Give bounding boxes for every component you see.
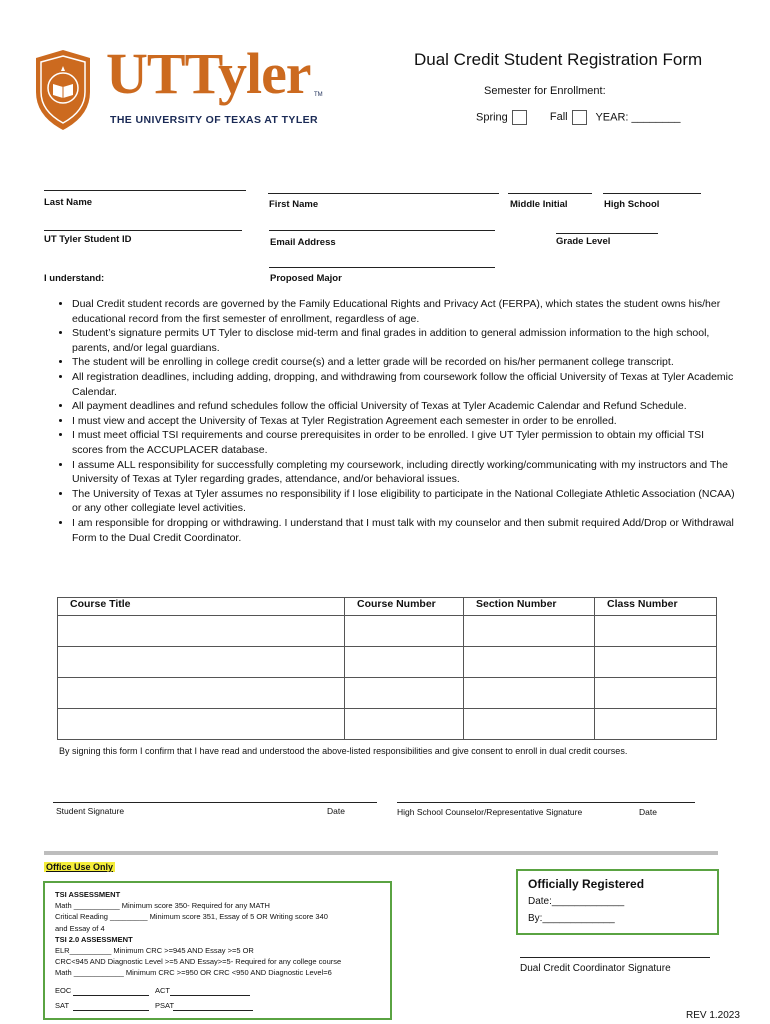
fall-label: Fall — [549, 111, 568, 124]
list-item: • I must view and accept the University of Texas at Tyler Registration Agreement each semester in order to be enrolled. — [72, 414, 736, 429]
list-item: • The student will be enrolling in college credit course(s) and a letter grade will be recorded on his/her permanent college transcript. — [72, 355, 736, 370]
office-use-label: Office Use Only — [46, 862, 114, 872]
middle-initial-line[interactable] — [508, 193, 592, 194]
tsi-math-line[interactable]: Math ___________ Minimum score 350- Required for any MATH — [55, 901, 270, 911]
list-item: • The University of Texas at Tyler assumes no responsibility if I lose eligibility to participate in the National Collegiate Athletic Association (NCAA) or any other collegiate level activities. — [72, 487, 736, 516]
understand-label: I understand: — [44, 273, 105, 284]
student-id-label: UT Tyler Student ID — [44, 234, 132, 245]
list-item: • Dual Credit student records are governed by the Family Educational Rights and Privacy Act (FERPA), which states the student owns his/her educational record from the first semester of enrollment, regardless of age. — [72, 297, 736, 326]
email-line[interactable] — [269, 230, 495, 231]
list-item: • I assume ALL responsibility for successfully completing my coursework, including directly working/communicating with my instructors and The University of Texas at Tyler regarding grades, attendance, and/or behavioral issues. — [72, 458, 736, 487]
counselor-signature-line[interactable] — [397, 802, 695, 803]
tsi-essay-line: and Essay of 4 — [55, 923, 105, 933]
semester-label: Semester for Enrollment: — [484, 85, 606, 97]
col-course-title: Course Title — [58, 598, 345, 616]
col-section-number: Section Number — [464, 598, 595, 616]
counselor-date-label: Date — [639, 807, 657, 817]
officially-registered-box — [516, 869, 719, 935]
last-name-line[interactable] — [44, 190, 246, 191]
spring-checkbox[interactable] — [512, 110, 527, 125]
grade-level-label: Grade Level — [556, 236, 611, 247]
high-school-line[interactable] — [603, 193, 701, 194]
eoc-label: EOC — [55, 985, 72, 995]
registered-date[interactable]: Date:_____________ — [528, 896, 625, 907]
act-label: ACT — [155, 985, 170, 995]
tsi2-title: TSI 2.0 ASSESSMENT — [55, 934, 133, 944]
high-school-label: High School — [604, 199, 660, 210]
sat-label: SAT — [55, 1000, 70, 1010]
list-item: • All payment deadlines and refund schedules follow the official University of Texas at Tyler Academic Calendar and Refund Schedule. — [72, 399, 736, 414]
list-item: • Student’s signature permits UT Tyler to disclose mid-term and final grades in addition to general admission information to the high school, parents, and/or legal guardians. — [72, 326, 736, 355]
table-row — [58, 616, 717, 647]
coordinator-signature-label: Dual Credit Coordinator Signature — [520, 963, 671, 974]
list-item: • All registration deadlines, including adding, dropping, and withdrawing from coursework follow the official University of Texas at Tyler Academic Calendar. — [72, 370, 736, 399]
middle-initial-label: Middle Initial — [510, 199, 568, 210]
logo-subtitle: THE UNIVERSITY OF TEXAS AT TYLER — [110, 114, 319, 126]
first-name-line[interactable] — [268, 193, 499, 194]
act-line[interactable] — [170, 995, 250, 996]
last-name-label: Last Name — [44, 197, 93, 208]
tsi2-crc-line: CRC<945 AND Diagnostic Level >=5 AND Essay>=5- Required for any college course — [55, 957, 342, 967]
coordinator-signature-line[interactable] — [520, 957, 710, 958]
student-signature-line[interactable] — [53, 802, 377, 803]
eoc-line[interactable] — [73, 995, 149, 996]
revision-label: REV 1.2023 — [686, 1010, 740, 1021]
list-item: • I am responsible for dropping or withdrawing. I understand that I must talk with my counselor and then submit required Add/Drop or Withdrawal Form to the Dual Credit Coordinator. — [72, 516, 736, 545]
registered-by[interactable]: By:_____________ — [528, 913, 615, 924]
consent-statement: By signing this form I confirm that I have read and understood the above-listed responsibilities and give consent to enroll in dual credit courses. — [59, 746, 628, 756]
responsibilities-list — [58, 297, 736, 545]
proposed-major-label: Proposed Major — [270, 273, 342, 284]
table-row — [58, 678, 717, 709]
sat-line[interactable] — [73, 1010, 149, 1011]
col-course-number: Course Number — [345, 598, 464, 616]
tsi2-elr-line[interactable]: ELR__________ Minimum CRC >=945 AND Essay >=5 OR — [55, 946, 254, 956]
table-row — [58, 647, 717, 678]
tsi-title: TSI ASSESSMENT — [55, 890, 121, 899]
table-row — [58, 709, 717, 740]
psat-label: PSAT — [155, 1000, 175, 1010]
col-class-number: Class Number — [595, 598, 717, 616]
fall-checkbox[interactable] — [572, 110, 587, 125]
divider — [44, 851, 718, 855]
list-item: • I must meet official TSI requirements and course prerequisites in order to be enrolled. I give UT Tyler permission to obtain my official TSI scores from the ACCUPLACER database. — [72, 428, 736, 457]
tsi-reading-line[interactable]: Critical Reading _________ Minimum score 351, Essay of 5 OR Writing score 340 — [55, 912, 328, 922]
email-label: Email Address — [270, 237, 336, 248]
logo-trademark: TM — [314, 92, 323, 98]
proposed-major-line[interactable] — [269, 267, 495, 268]
student-id-line[interactable] — [44, 230, 242, 231]
psat-line[interactable] — [173, 1010, 253, 1011]
counselor-signature-label: High School Counselor/Representative Signature — [397, 807, 583, 817]
spring-label: Spring — [476, 111, 508, 124]
year-label: YEAR: ________ — [595, 111, 681, 124]
shield-crest-icon — [32, 48, 94, 132]
first-name-label: First Name — [269, 199, 319, 210]
university-logo — [32, 41, 332, 134]
student-date-label: Date — [327, 806, 345, 816]
tsi-assessment-box — [43, 881, 392, 1020]
table-header-row — [58, 598, 717, 616]
course-table — [57, 597, 717, 740]
tsi2-math-line[interactable]: Math ____________ Minimum CRC >=950 OR CRC <950 AND Diagnostic Level=6 — [55, 968, 332, 978]
registered-title: Officially Registered — [528, 877, 645, 891]
semester-row — [476, 110, 680, 125]
student-signature-label: Student Signature — [56, 806, 125, 816]
logo-wordmark: UTTyler — [106, 41, 311, 106]
form-title: Dual Credit Student Registration Form — [414, 50, 703, 69]
grade-level-line[interactable] — [556, 233, 658, 234]
